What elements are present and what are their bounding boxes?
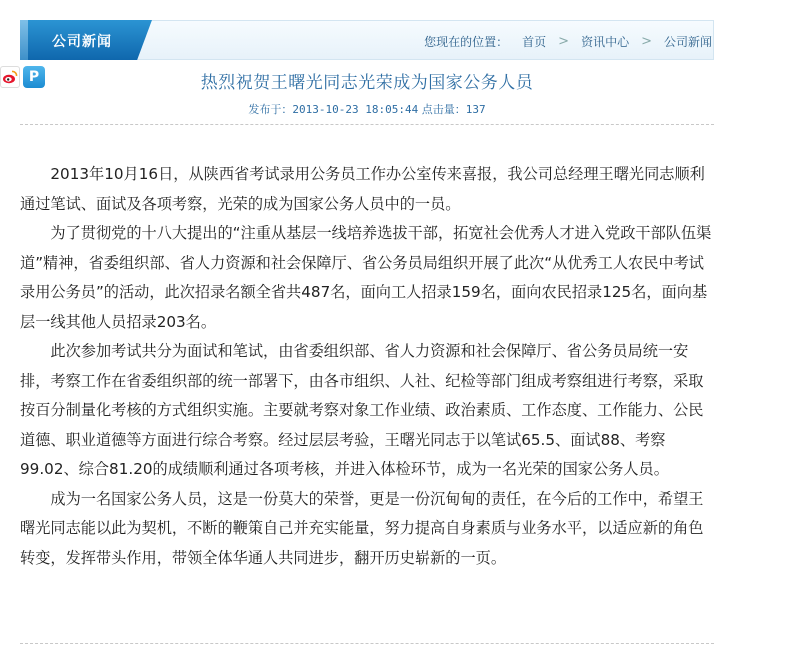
meta-date: 2013-10-23 18:05:44: [292, 103, 419, 116]
bottom-divider: [20, 643, 714, 644]
section-tab-edge: [20, 20, 28, 60]
breadcrumb-separator: >: [558, 34, 570, 49]
breadcrumb-company-news-link[interactable]: 公司新闻: [663, 35, 712, 49]
title-divider: [20, 124, 714, 125]
section-tab: [20, 20, 152, 60]
article-paragraph: 2013年10月16日，从陕西省考试录用公务员工作办公室传来喜报，我公司总经理王曙光同志顺利通过笔试、面试及各项考察，光荣的成为国家公务人员中的一员。: [20, 165, 705, 213]
article-paragraph: 成为一名国家公务人员，这是一份莫大的荣誉，更是一份沉甸甸的责任，在今后的工作中，希望王曙光同志能以此为契机，不断的鞭策自己并充实能量，努力提高自身素质与业务水平，以适应新的角色转变，发挥带头作用，带领全体华通人共同进步，翻开历史崭新的一页。: [20, 489, 704, 567]
breadcrumb: [424, 33, 712, 50]
meta-clicks: 137: [465, 103, 486, 116]
meta-date-label: 发布于：: [248, 103, 293, 116]
article-meta: [0, 101, 734, 117]
article-paragraph: 为了贯彻党的十八大提出的“注重从基层一线培养选拔干部，拓宽社会优秀人才进入党政干部队伍渠道”精神，省委组织部、省人力资源和社会保障厅、省公务员局组织开展了此次“从优秀工人农民中考试录用公务员”的活动，此次招录名额全省共487名，面向工人招录159名，面向农民招录125名，面向基层一线其他人员招录203名。: [20, 224, 712, 331]
breadcrumb-info-center-link[interactable]: 资讯中心: [581, 35, 630, 49]
breadcrumb-label: 您现在的位置：: [424, 35, 509, 49]
breadcrumb-home-link[interactable]: 首页: [522, 35, 547, 49]
article-paragraph: 此次参加考试共分为面试和笔试，由省委组织部、省人力资源和社会保障厅、省公务员局统一安排，考察工作在省委组织部的统一部署下，由各市组织、人社、纪检等部门组成考察组进行考察，采取按百分制量化考核的方式组织实施。主要就考察对象工作业绩、政治素质、工作态度、工作能力、公民道德、职业道德等方面进行综合考察。经过层层考验，王曙光同志于以笔试65.5、面试88、考察99.02、综合81.20的成绩顺利通过各项考核，并进入体检环节，成为一名光荣的国家公务人员。: [20, 342, 704, 478]
article-body: [20, 160, 716, 573]
article-title: 热烈祝贺王曙光同志光荣成为国家公务人员: [200, 73, 534, 93]
meta-clicks-label: 点击量：: [421, 103, 466, 116]
p-share-letter: P: [28, 69, 40, 85]
breadcrumb-separator: >: [641, 34, 652, 49]
section-title: 公司新闻: [52, 34, 112, 50]
